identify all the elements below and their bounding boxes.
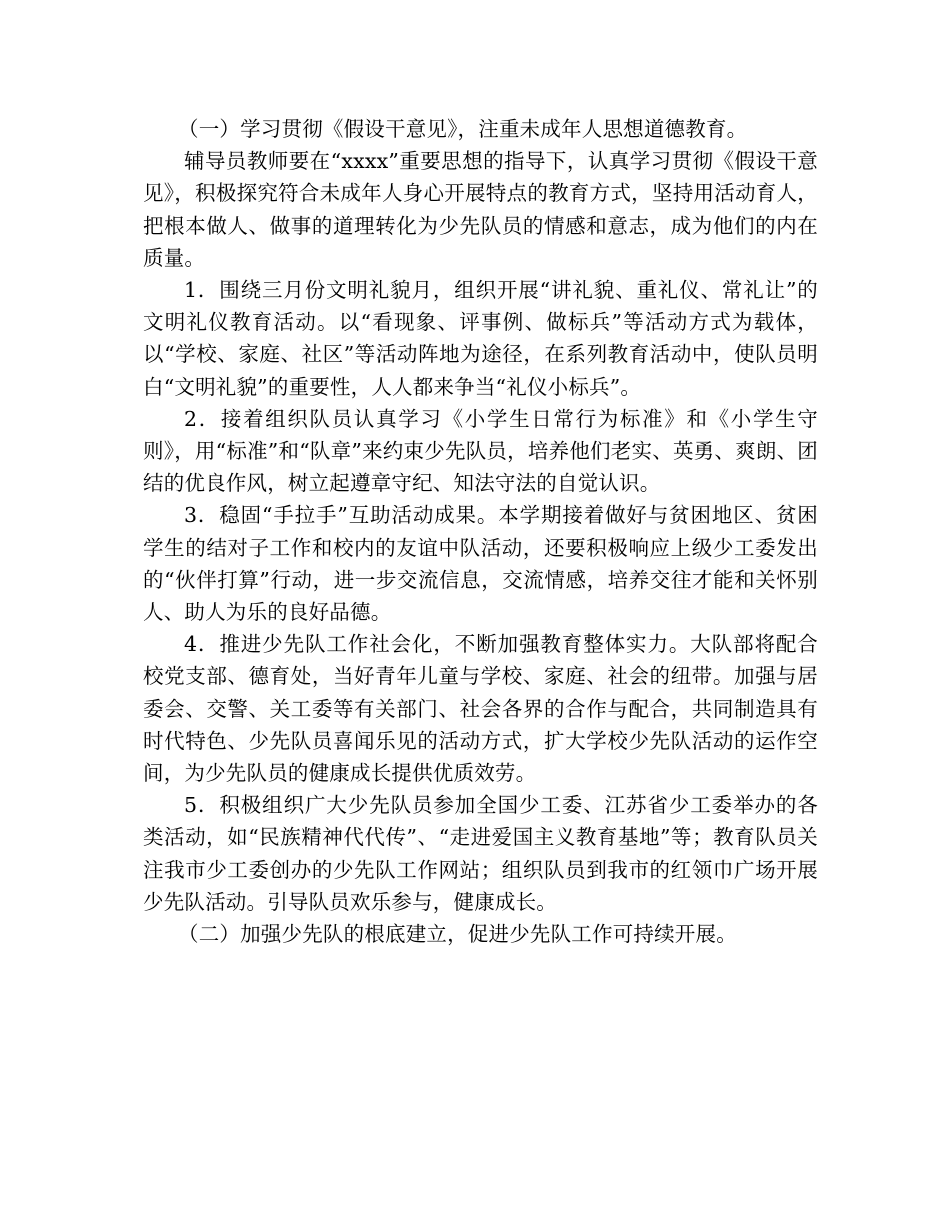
body-paragraph-item-5: 5．积极组织广大少先队员参加全国少工委、江苏省少工委举办的各类活动，如“民族精神代代传”、“走进爱国主义教育基地”等；教育队员关注我市少工委创办的少先队工作网站；组织队员到我市的红领巾广场开展少先队活动。引导队员欢乐参与，健康成长。 — [143, 793, 818, 914]
body-paragraph-item-2: 2．接着组织队员认真学习《小学生日常行为标准》和《小学生守则》，用“标准”和“队章”来约束少先队员，培养他们老实、英勇、爽朗、团结的优良作风，树立起遵章守纪、知法守法的自觉认识。 — [143, 406, 818, 496]
section-heading-2: （二）加强少先队的根底建立，促进少先队工作可持续开展。 — [178, 922, 737, 947]
body-paragraph-item-1: 1．围绕三月份文明礼貌月，组织开展“讲礼貌、重礼仪、常礼让”的文明礼仪教育活动。以“看现象、评事例、做标兵”等活动方式为载体，以“学校、家庭、社区”等活动阵地为途径，在系列教育活动中，使队员明白“文明礼貌”的重要性，人人都来争当“礼仪小标兵”。 — [143, 278, 818, 399]
section-heading-1: （一）学习贯彻《假设干意见》，注重未成年人思想道德教育。 — [178, 117, 748, 141]
body-paragraph-item-3: 3．稳固“手拉手”互助活动成果。本学期接着做好与贫困地区、贫困学生的结对子工作和校内的友谊中队活动，还要积极响应上级少工委发出的“伙伴打算”行动，进一步交流信息，交流情感，培养交往才能和关怀别人、助人为乐的良好品德。 — [143, 503, 818, 625]
body-paragraph-item-4: 4．推进少先队工作社会化，不断加强教育整体实力。大队部将配合校党支部、德育处，当好青年儿童与学校、家庭、社会的纽带。加强与居委会、交警、关工委等有关部门、社会各界的合作与配合，共同制造具有时代特色、少先队员喜闻乐见的活动方式，扩大学校少先队活动的运作空间，为少先队员的健康成长提供优质效劳。 — [143, 632, 818, 786]
body-paragraph-intro: 辅导员教师要在“xxxx”重要思想的指导下，认真学习贯彻《假设干意见》，积极探究符合未成年人身心开展特点的教育方式，坚持用活动育人，把根本做人、做事的道理转化为少先队员的情感和意志，成为他们的内在质量。 — [143, 149, 818, 270]
